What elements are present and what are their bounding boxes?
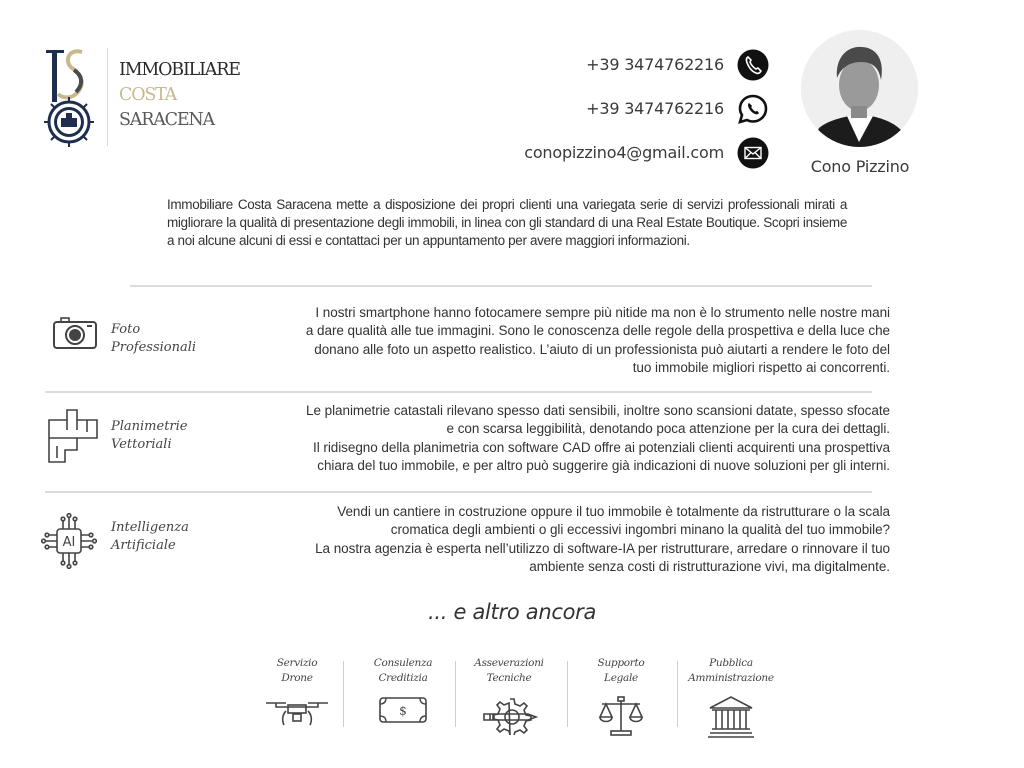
service-label: Servizio	[276, 657, 318, 669]
service-label: Asseverazioni	[474, 657, 544, 669]
whatsapp-icon[interactable]	[737, 93, 769, 125]
body-line: Il ridisegno della planimetria con software CAD offre ai potenziali clienti acquirenti una prospettiva	[313, 439, 890, 455]
svg-text:AI: AI	[62, 535, 76, 550]
section-title-line: Intelligenza	[111, 520, 189, 535]
logo-divider	[107, 48, 108, 146]
agent-name: Cono Pizzino	[810, 157, 910, 176]
body-line: tuo immobile migliori rispetto ai concorrenti.	[632, 359, 890, 375]
banknote-icon	[378, 695, 428, 725]
more-heading: ... e altro ancora	[427, 600, 597, 624]
service-label: Pubblica	[709, 657, 753, 669]
camera-icon	[52, 316, 98, 354]
section-title-ia	[111, 519, 189, 555]
svg-text:$: $	[399, 704, 407, 718]
service-label: Legale	[604, 671, 638, 684]
body-line: Vendi un cantiere in costruzione oppure il tuo immobile è totalmente da ristrutturare o la scala	[337, 504, 890, 519]
section-title-line: Artificiale	[111, 538, 176, 553]
service-pa	[681, 656, 781, 739]
intro-paragraph: Immobiliare Costa Saracena mette a disposizione dei propri clienti una variegata serie di servizi professionali mirati a migliorare la qualità di presentazione degli immobili, in linea con gli standard di una Real Estate Boutique. Scopri insieme a noi alcune alcuni di essi e contattaci per un appuntamento per avere maggiori informazioni.	[167, 197, 847, 248]
floorplan-icon	[47, 406, 93, 470]
brand-name	[119, 58, 240, 133]
service-credito	[353, 656, 453, 725]
section-title-planimetrie	[111, 418, 188, 454]
contact-email[interactable]: conopizzino4@gmail.com	[524, 143, 724, 162]
section-title-line: Professionali	[111, 340, 197, 355]
section-body-ia	[210, 503, 890, 576]
brand-logo-mark	[38, 44, 100, 148]
service-separator	[455, 661, 456, 727]
divider	[45, 491, 872, 493]
service-legale	[571, 656, 671, 737]
contact-phone[interactable]: +39 3474762216	[586, 55, 724, 74]
service-label: Tecniche	[486, 671, 532, 684]
service-label: Supporto	[597, 657, 645, 669]
body-line: I nostri smartphone hanno fotocamere sempre più nitide ma non è lo strumento nelle nostre mani	[315, 305, 890, 320]
section-body-planimetrie	[210, 402, 890, 475]
brand-line-1: IMMOBILIARE	[119, 60, 240, 80]
contact-whatsapp[interactable]: +39 3474762216	[586, 99, 724, 118]
drone-icon	[264, 695, 330, 729]
gear-pencil-icon	[480, 695, 538, 735]
email-icon[interactable]	[737, 137, 769, 169]
divider	[130, 285, 872, 287]
ai-chip-icon	[41, 513, 87, 573]
section-title-line: Planimetrie	[111, 419, 188, 434]
scales-icon	[598, 695, 644, 737]
service-label: Consulenza	[373, 657, 433, 669]
service-drone	[247, 656, 347, 729]
body-line: chiara del tuo immobile, e per altro può suggerire già indicazioni di nuove soluzioni per gli interni.	[317, 457, 890, 473]
brand-line-2: COSTA	[119, 85, 177, 105]
phone-icon[interactable]	[737, 49, 769, 81]
service-separator	[567, 661, 568, 727]
body-line: Le planimetrie catastali rilevano spesso dati sensibili, inoltre sono scansioni datate, spesso sfocate	[306, 403, 890, 418]
government-building-icon	[706, 695, 756, 739]
agent-photo	[801, 30, 918, 147]
body-line: a dare qualità alle tue immagini. Sono le conoscenza delle regole della prospettiva e della luce che	[305, 323, 890, 339]
body-line: e con scarsa leggibilità, denotando poca attenzione per la cura dei dettagli.	[446, 421, 890, 437]
body-line: cromatica degli ambienti o gli eccessivi ingombri minano la qualità del tuo immobile?	[390, 522, 890, 538]
section-title-line: Foto	[111, 322, 141, 337]
service-separator	[343, 661, 344, 727]
section-title-foto	[111, 321, 196, 357]
service-asseverazioni	[459, 656, 559, 735]
service-label: Drone	[281, 671, 313, 684]
divider	[45, 391, 872, 393]
service-label: Amministrazione	[688, 671, 774, 684]
brand-line-3: SARACENA	[119, 110, 214, 130]
service-label: Creditizia	[378, 671, 428, 684]
body-line: donano alle foto un aspetto realistico. L’aiuto di un professionista può aiutarti a rendere le foto del	[314, 341, 890, 357]
section-body-foto	[210, 304, 890, 377]
service-separator	[677, 661, 678, 727]
body-line: La nostra agenzia è esperta nell’utilizzo di software-IA per ristrutturare, arredare o rinnovare il tuo	[315, 540, 890, 556]
body-line: ambiente senza costi di ristrutturazione vivi, ma digitalmente.	[529, 558, 890, 574]
section-title-line: Vettoriali	[111, 437, 172, 452]
